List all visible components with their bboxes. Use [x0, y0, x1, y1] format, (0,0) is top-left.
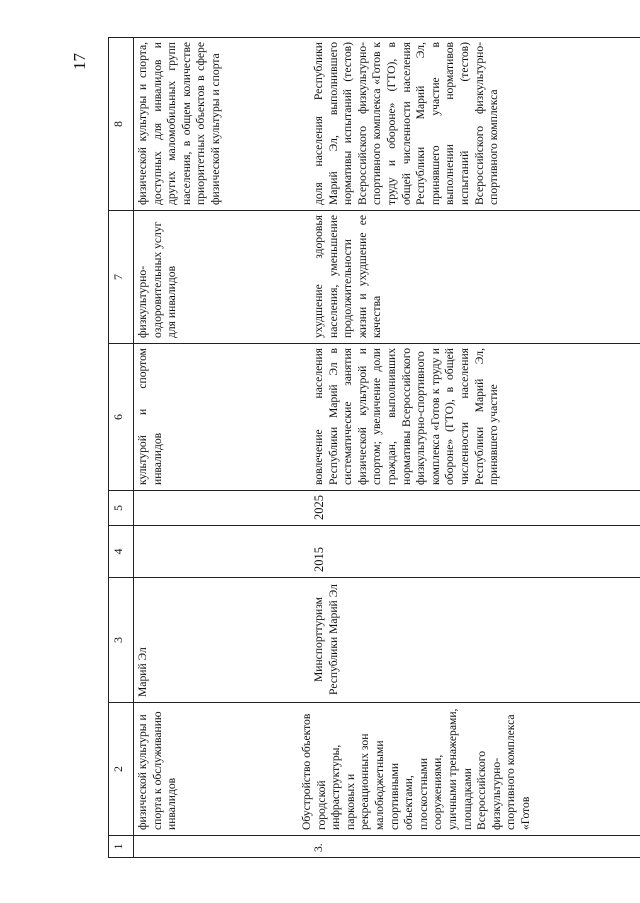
end-year: [134, 491, 299, 526]
header-cell: 4: [109, 526, 134, 578]
responsible-executor: Марий Эл: [134, 578, 299, 703]
start-year: [134, 526, 299, 578]
header-cell: 7: [109, 211, 134, 344]
non-implementation-consequences: физкультурно-оздоровительных услуг для инвалидов: [134, 211, 299, 344]
expected-result: культурой и спортом инвалидов: [134, 344, 299, 491]
header-cell: 1: [109, 836, 134, 858]
program-table: [108, 37, 640, 858]
responsible-executor: Минспорттуризм Республики Марий Эл: [298, 578, 640, 703]
related-indicator: доля населения Республики Марий Эл, выполнившего нормативы испытаний (тестов) Всероссийского физкультурно-спортивного комплекса «Готов к труду и обороне» (ГТО), в общей численности населения Республики Марий Эл, принявшего участие в выполнении нормативов испытаний (тестов) Всероссийского физкультурно-спортивного комплекса: [298, 38, 640, 211]
header-cell: 5: [109, 491, 134, 526]
header-cell: 6: [109, 344, 134, 491]
non-implementation-consequences: ухудшение здоровья населения, уменьшение продолжительности жизни и ухудшение ее качества: [298, 211, 640, 344]
related-indicator: физической культуры и спорта, доступных для инвалидов и других маломобильных групп населения, в общем количестве приоритетных объектов в сфере физической культуры и спорта: [134, 38, 299, 211]
table-row: [134, 38, 299, 858]
measure-name: Обустройство объектов городской инфраструктуры, парковых и рекреационных зон малобюджетными спортивными объектами, плоскостными сооружениями, уличными тренажерами, площадками Всероссийского физкультурно-спортивного комплекса «Готов: [298, 703, 640, 836]
table-container: [108, 38, 620, 858]
header-cell: 8: [109, 38, 134, 211]
start-year: 2015: [298, 526, 640, 578]
page-number: 17: [70, 53, 89, 70]
table-header-row: [109, 38, 134, 858]
expected-result: вовлечение населения Республики Марий Эл в систематические занятия физической культурой и спортом; увеличение доли граждан, выполнивших нормативы Всероссийского физкультурно-спортивного комплекса «Готов к труду и обороне» (ГТО), в общей численности населения Республики Марий Эл, принявшего участие: [298, 344, 640, 491]
row-number: 3.: [298, 836, 640, 858]
header-cell: 3: [109, 578, 134, 703]
measure-name: физической культуры и спорта к обслуживанию инвалидов: [134, 703, 299, 836]
end-year: 2025: [298, 491, 640, 526]
row-number: [134, 836, 299, 858]
table-row: [298, 38, 640, 858]
header-cell: 2: [109, 703, 134, 836]
